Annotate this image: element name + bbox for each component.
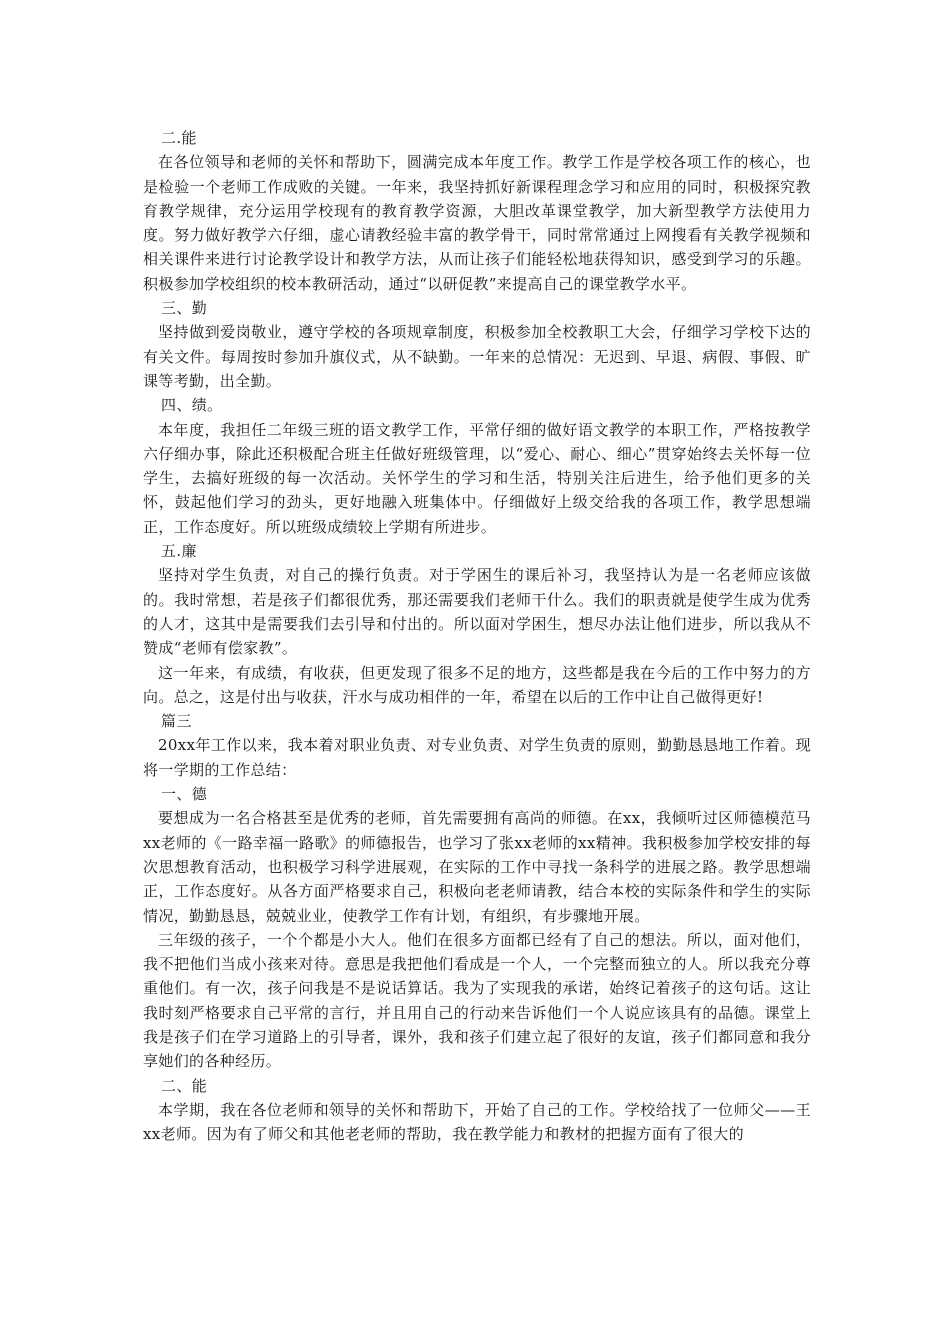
- section-heading: 二、能: [161, 1076, 208, 1095]
- section-heading: 二.能: [161, 129, 197, 147]
- section-heading: 篇三: [161, 712, 192, 731]
- section-heading: 四、绩。: [161, 396, 223, 415]
- paragraph: 本年度，我担任二年级三班的语文教学工作，平常仔细的做好语文教学的本职工作，严格按教学六仔细办事，除此还积极配合班主任做好班级管理，以“爱心、耐心、细心”贯穿始终去关怀每一位学生，去搞好班级的每一次活动。关怀学生的学习和生活，特别关注后进生，给予他们更多的关怀，鼓起他们学习的劲头，更好地融入班集体中。仔细做好上级交给我的各项工作，教学思想端正，工作态度好。所以班级成绩较上学期有所进步。: [143, 420, 811, 536]
- section-heading: 一、德: [161, 785, 208, 804]
- section-heading: 五.廉: [161, 542, 197, 561]
- paragraph: 在各位领导和老师的关怀和帮助下，圆满完成本年度工作。教学工作是学校各项工作的核心，也是检验一个老师工作成败的关键。一年来，我坚持抓好新课程理念学习和应用的同时，积极探究教育教学规律，充分运用学校现有的教育教学资源，大胆改革课堂教学，加大新型教学方法使用力度。努力做好教学六仔细，虚心请教经验丰富的教学骨干，同时常常通过上网搜看有关教学视频和相关课件来进行讨论教学设计和教学方法，从而让孩子们能轻松地获得知识，感受到学习的乐趣。积极参加学校组织的校本教研活动，通过“以研促教”来提高自己的课堂教学水平。: [143, 153, 811, 293]
- paragraph: 坚持对学生负责，对自己的操行负责。对于学困生的课后补习，我坚持认为是一名老师应该做的。我时常想，若是孩子们都很优秀，那还需要我们老师干什么。我们的职责就是使学生成为优秀的人才，这其中是需要我们去引导和付出的。所以面对学困生，想尽办法让他们进步，所以我从不赞成“老师有偿家教”。: [143, 566, 811, 658]
- paragraph: 要想成为一名合格甚至是优秀的老师，首先需要拥有高尚的师德。在xx，我倾听过区师德模范马xx老师的《一路幸福一路歌》的师德报告，也学习了张xx老师的xx精神。我积极参加学校安排的每次思想教育活动，也积极学习科学进展观，在实际的工作中寻找一条科学的进展之路。教学思想端正，工作态度好。从各方面严格要求自己，积极向老老师请教，结合本校的实际条件和学生的实际情况，勤勤恳恳，兢兢业业，使教学工作有计划，有组织，有步骤地开展。: [143, 809, 811, 925]
- section-heading: 三、勤: [161, 299, 208, 318]
- paragraph: 坚持做到爱岗敬业，遵守学校的各项规章制度，积极参加全校教职工大会，仔细学习学校下达的有关文件。每周按时参加升旗仪式，从不缺勤。一年来的总情况：无迟到、早退、病假、事假、旷课等考勤，出全勤。: [143, 323, 811, 390]
- document-page: [143, 126, 811, 1146]
- paragraph: 这一年来，有成绩，有收获，但更发现了很多不足的地方，这些都是我在今后的工作中努力的方向。总之，这是付出与收获，汗水与成功相伴的一年，希望在以后的工作中让自己做得更好!: [143, 663, 811, 706]
- paragraph: 20xx年工作以来，我本着对职业负责、对专业负责、对学生负责的原则，勤勤恳恳地工作着。现将一学期的工作总结：: [143, 736, 811, 779]
- paragraph: 本学期，我在各位老师和领导的关怀和帮助下，开始了自己的工作。学校给找了一位师父——王xx老师。因为有了师父和其他老老师的帮助，我在教学能力和教材的把握方面有了很大的: [143, 1100, 811, 1144]
- paragraph: 三年级的孩子，一个个都是小大人。他们在很多方面都已经有了自己的想法。所以，面对他们，我不把他们当成小孩来对待。意思是我把他们看成是一个人，一个完整而独立的人。所以我充分尊重他们。有一次，孩子问我是不是说话算话。我为了实现我的承诺，始终记着孩子的这句话。这让我时刻严格要求自己平常的言行，并且用自己的行动来告诉他们一个人说应该具有的品德。课堂上我是孩子们在学习道路上的引导者，课外，我和孩子们建立起了很好的友谊，孩子们都同意和我分享她们的各种经历。: [143, 930, 811, 1071]
